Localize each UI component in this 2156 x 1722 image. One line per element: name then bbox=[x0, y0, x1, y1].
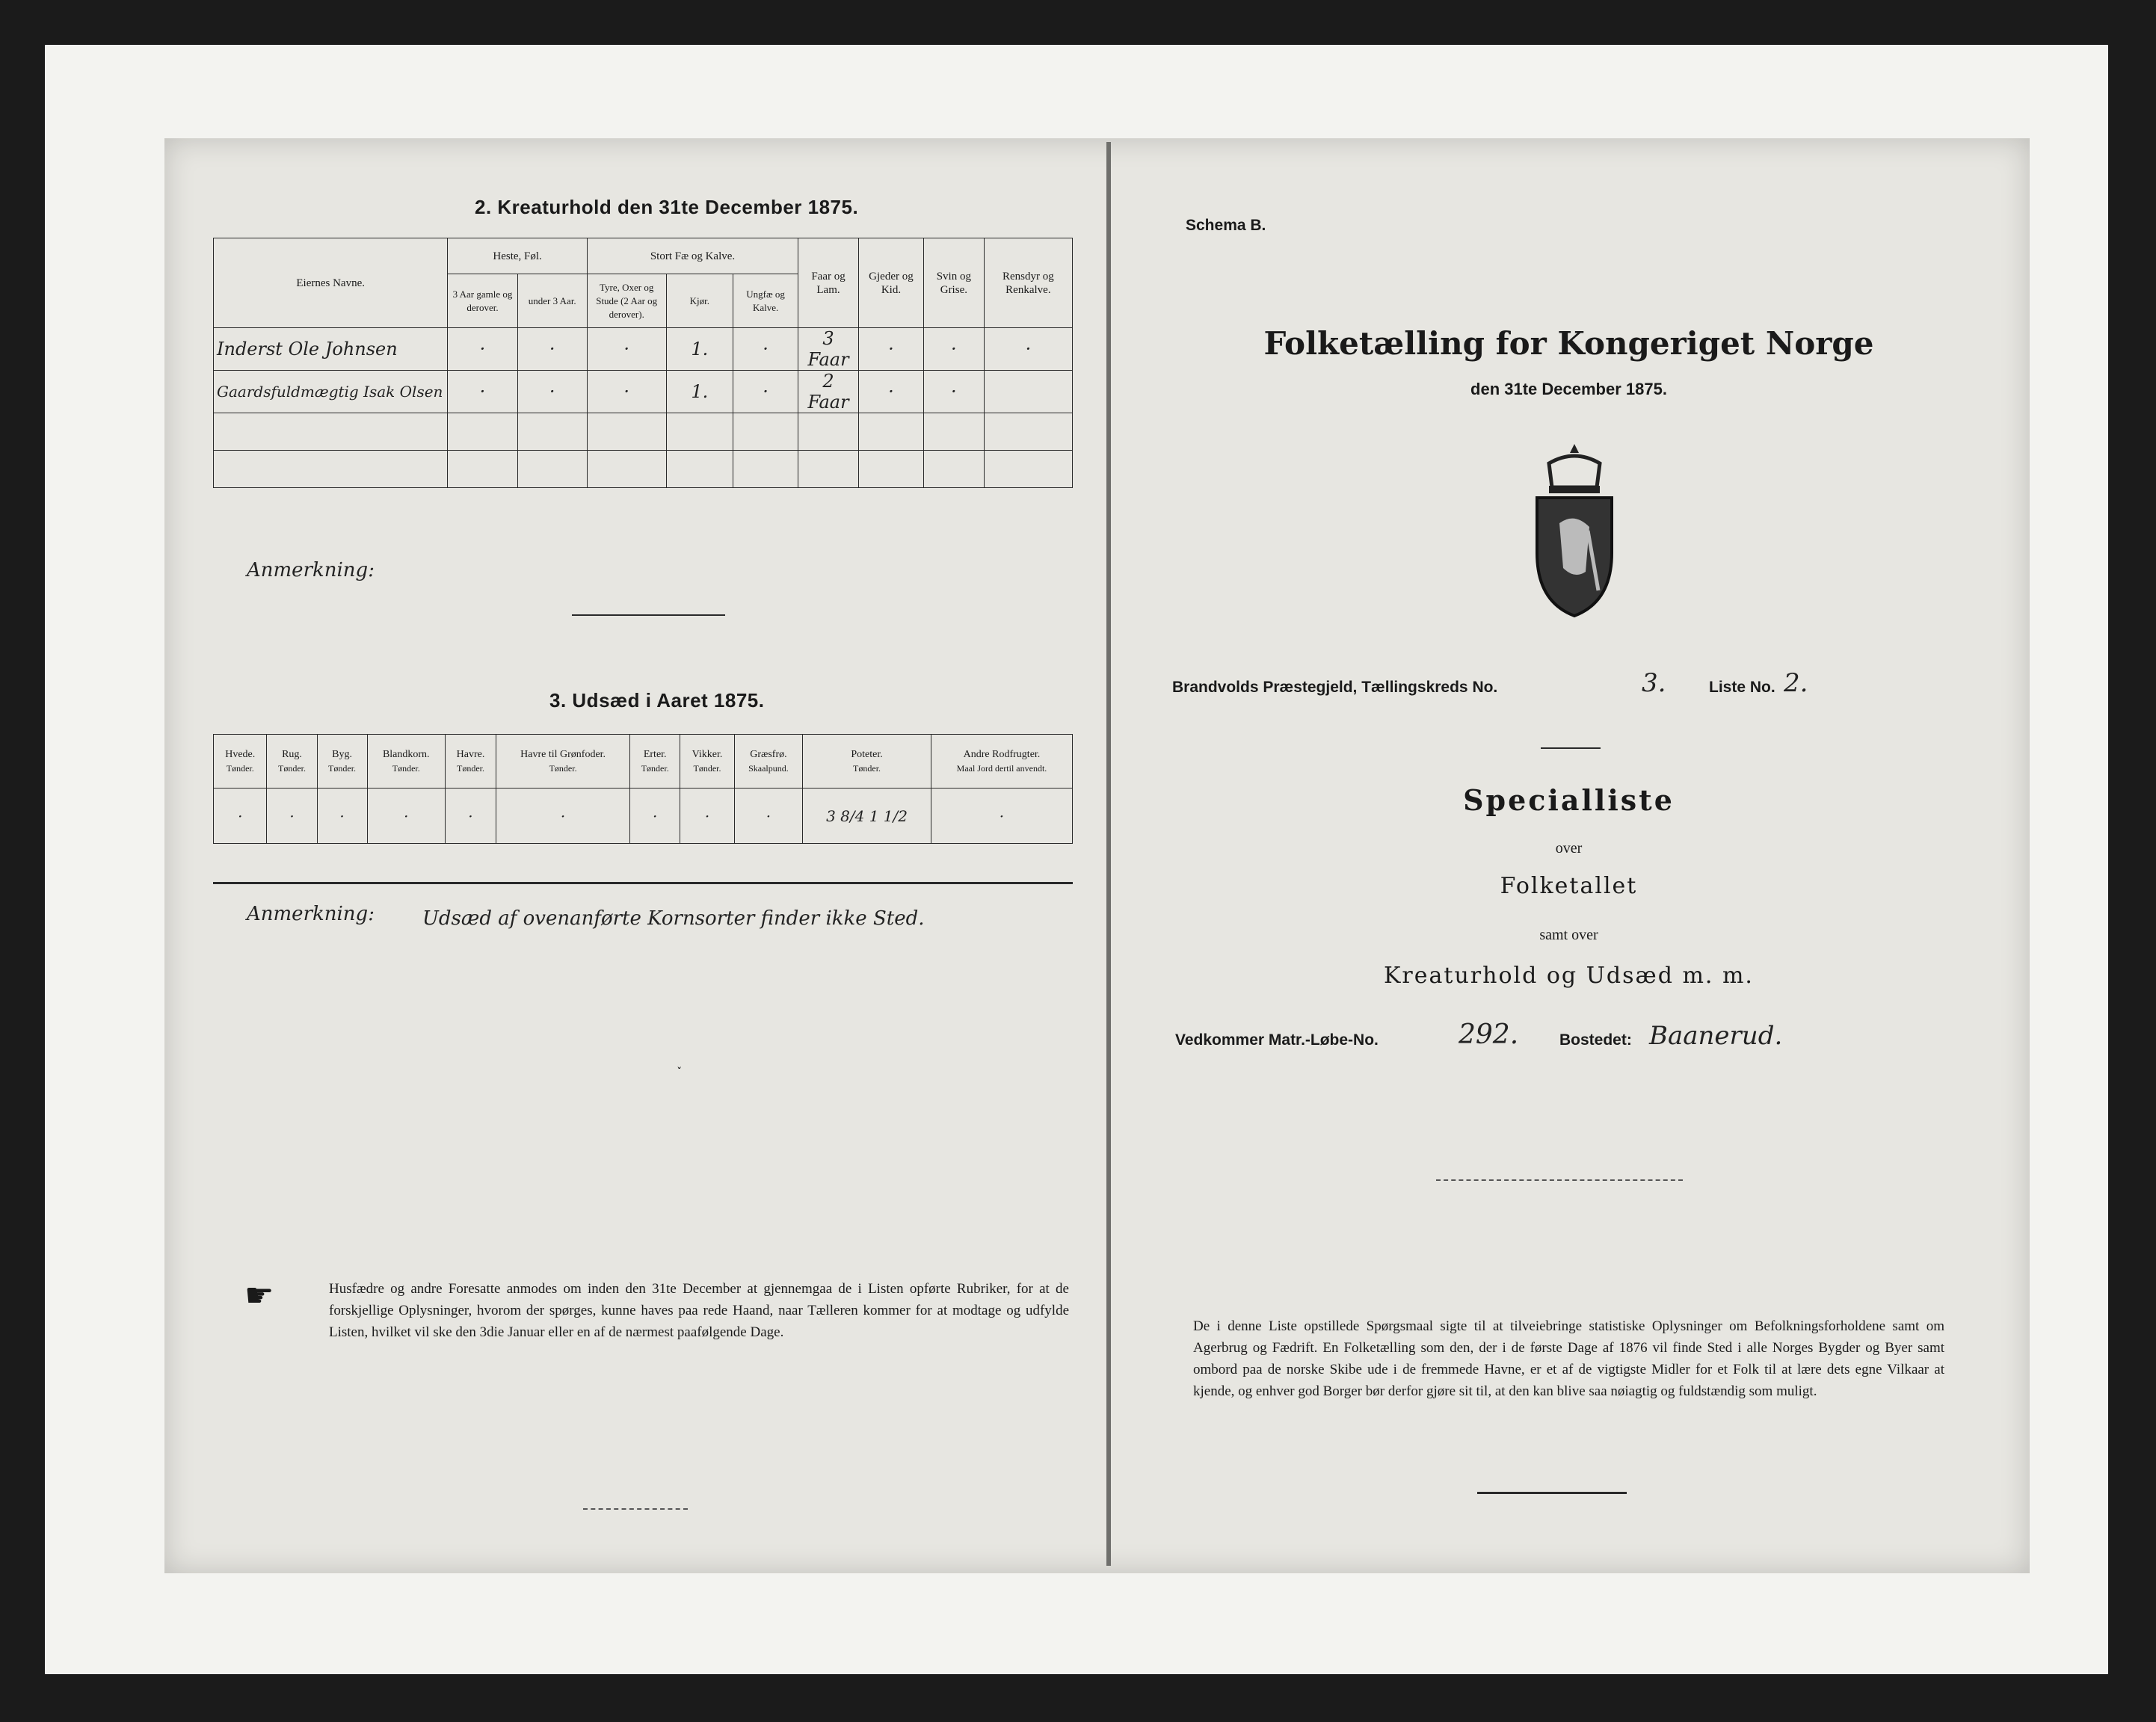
seed-col-unit: Maal Jord dertil anvendt. bbox=[956, 762, 1047, 774]
matr-number: 292. bbox=[1459, 1019, 1519, 1050]
seed-col-name: Havre til Grønfoder. bbox=[520, 748, 606, 760]
seed-col-0 bbox=[214, 735, 267, 789]
seed-col-unit: Tønder. bbox=[641, 762, 669, 774]
section2-title: 2. Kreaturhold den 31te December 1875. bbox=[475, 196, 859, 218]
col-pigs: Svin og Grise. bbox=[923, 238, 984, 328]
divider bbox=[1541, 747, 1601, 749]
col-cows: Kjør. bbox=[666, 274, 733, 328]
divider bbox=[1436, 1179, 1683, 1181]
seed-value: · bbox=[496, 789, 630, 844]
coat-of-arms-icon bbox=[1515, 441, 1634, 620]
seed-col-unit: Tønder. bbox=[278, 762, 306, 774]
seed-col-name: Vikker. bbox=[692, 748, 723, 760]
seed-value: · bbox=[445, 789, 496, 844]
footnote: Husfædre og andre Foresatte anmodes om inden den 31te December at gjennemgaa de i Listen opførte Rubriker, for at de forskjellige Oplysninger, hvorom der spørges, kunne haves paa rede Haand, naar Tælleren kommer for at modtage og udfylde Listen, hvilket vil ske den 3die Januar eller en af de nærmest paafølgende Dage. bbox=[329, 1281, 1069, 1340]
seed-col-name: Erter. bbox=[643, 748, 667, 760]
seed-col-4 bbox=[445, 735, 496, 789]
samt-over-label: samt over bbox=[1539, 927, 1598, 943]
seed-header-row bbox=[214, 735, 1073, 789]
seed-value: · bbox=[317, 789, 367, 844]
seed-col-name: Græsfrø. bbox=[750, 748, 787, 760]
col-bulls: Tyre, Oxer og Stude (2 Aar og derover). bbox=[587, 274, 666, 328]
specialliste-title: Specialliste bbox=[1463, 783, 1675, 817]
folketallet-label: Folketallet bbox=[1500, 873, 1638, 899]
table-row bbox=[214, 451, 1073, 488]
seed-col-name: Rug. bbox=[282, 748, 302, 760]
table-row: Inderst Ole Johnsen · · · 1. · 3 Faar · · · bbox=[214, 328, 1073, 371]
matr-label: Vedkommer Matr.-Løbe-No. bbox=[1175, 1031, 1379, 1049]
livestock-table bbox=[213, 238, 1073, 488]
seed-col-name: Poteter. bbox=[851, 748, 883, 760]
over-label: over bbox=[1555, 840, 1583, 857]
seed-col-unit: Tønder. bbox=[328, 762, 357, 774]
seed-value: · bbox=[630, 789, 680, 844]
seed-table bbox=[213, 734, 1073, 844]
col-horses: Heste, Føl. bbox=[448, 238, 588, 274]
table-row bbox=[214, 413, 1073, 451]
seed-col-7 bbox=[680, 735, 735, 789]
liste-label: Liste No. bbox=[1709, 679, 1775, 696]
seed-col-name: Blandkorn. bbox=[382, 748, 430, 760]
col-cattle: Stort Fæ og Kalve. bbox=[587, 238, 798, 274]
col-horses-old: 3 Aar gamle og derover. bbox=[448, 274, 517, 328]
seed-col-10 bbox=[931, 735, 1072, 789]
col-goats: Gjeder og Kid. bbox=[858, 238, 923, 328]
col-owner: Eiernes Navne. bbox=[214, 238, 448, 328]
anmerkning-2-label: Anmerkning: bbox=[247, 903, 375, 925]
right-page bbox=[1111, 149, 2027, 1562]
seed-value: · bbox=[734, 789, 802, 844]
parish-label: Brandvolds Præstegjeld, Tællingskreds No. bbox=[1172, 679, 1498, 696]
table-row bbox=[214, 789, 1073, 844]
divider bbox=[583, 1508, 688, 1510]
bosted-label: Bostedet: bbox=[1559, 1031, 1632, 1049]
liste-number: 2. bbox=[1784, 668, 1808, 698]
seed-value: · bbox=[267, 789, 317, 844]
seed-col-9 bbox=[803, 735, 931, 789]
left-page: 2. Kreaturhold den 31te December 1875. Eiernes Navne. Heste, Føl. Stort Fæ og Kalve. Faar og Lam. Gjeder og Kid. Svin og Grise. Rensdyr og Renkalve. 3 Aar gamle og derover. under 3 Aar. Tyre, Oxer og Stude (2 Aar og derover). Kjør. Ungfæ og Kalve. Inderst Ole Johnsen · · · 1. · 3 Faar · · · Gaardsfuldmægtig Isak Olsen · · · 1. · 2 Faar · · Anmerkning: 3. Udsæd i Aaret 1875. Hvede. Tønder. Rug. Tønder. Byg. Tønder. Blandkorn. Tønder. Havre. Tønder. Havre til Grønfoder. Tønder. Erter. Tønder. Vikker. Tønder. Græsfrø. Skaalpund. Poteter. Tønder. Andre Rodfrugter. Maal Jord dertil anvendt. · · · · · · · · · 3 8/4 1 1/2 · Anmerkning: Udsæd af ovenanførte Kornsorter finder ikke Sted. ˯ ☛ Husfædre og andre Foresatte anmodes om inden den 31te December at gjennemgaa de i Listen opførte Rubriker, for at de forskjellige Oplysninger, hvorom der spørges, kunne haves paa rede Haand, naar Tælleren kommer for at modtage og udfylde Listen, hvilket vil ske den 3die Januar eller en af de nærmest paafølgende Dage. bbox=[176, 149, 1103, 1562]
seed-value: 3 8/4 1 1/2 bbox=[803, 789, 931, 844]
seed-col-5 bbox=[496, 735, 630, 789]
col-horses-young: under 3 Aar. bbox=[517, 274, 587, 328]
seed-col-name: Andre Rodfrugter. bbox=[963, 748, 1041, 760]
anmerkning-1: Anmerkning: bbox=[247, 559, 375, 581]
kreds-number: 3. bbox=[1642, 668, 1666, 698]
section3-title: 3. Udsæd i Aaret 1875. bbox=[549, 689, 765, 712]
seed-value: · bbox=[367, 789, 445, 844]
col-sheep: Faar og Lam. bbox=[798, 238, 859, 328]
seed-value: · bbox=[680, 789, 735, 844]
divider bbox=[1477, 1492, 1627, 1494]
seed-col-unit: Tønder. bbox=[456, 762, 484, 774]
seed-col-name: Byg. bbox=[332, 748, 352, 760]
divider bbox=[213, 882, 1073, 884]
pointing-hand-icon: ☛ bbox=[244, 1277, 274, 1314]
seed-col-2 bbox=[317, 735, 367, 789]
seed-col-unit: Tønder. bbox=[549, 762, 577, 774]
intro-paragraph: De i denne Liste opstillede Spørgsmaal sigte til at tilveiebringe statistiske Oplysninger om Befolkningsforholdene samt om Agerbrug og Fædrift. En Folketælling som den, der i de første Dage af 1876 vil finde Sted i alle Norges Bygder og Byer samt ombord paa de norske Skibe ude i de fremmede Havne, er et af de vigtigste Midler for et Folk til at lære dets egne Vilkaar at kjende, og enhver god Borger bør derfor gjøre sit til, at den kan blive saa nøiagtig og fuldstændig som muligt. bbox=[1193, 1318, 1944, 1399]
kreaturhold-label: Kreaturhold og Udsæd m. m. bbox=[1384, 963, 1754, 989]
seed-col-name: Havre. bbox=[456, 748, 485, 760]
seed-col-unit: Tønder. bbox=[853, 762, 881, 774]
seed-col-8 bbox=[734, 735, 802, 789]
seed-col-unit: Tønder. bbox=[693, 762, 721, 774]
schema-label: Schema B. bbox=[1186, 217, 1266, 234]
seed-col-3 bbox=[367, 735, 445, 789]
seed-col-name: Hvede. bbox=[225, 748, 256, 760]
seed-col-1 bbox=[267, 735, 317, 789]
col-calves: Ungfæ og Kalve. bbox=[733, 274, 798, 328]
census-title: Folketælling for Kongeriget Norge bbox=[1263, 325, 1874, 362]
anmerkning-2-text: Udsæd af ovenanførte Kornsorter finder ikke Sted. bbox=[422, 907, 925, 930]
seed-col-unit: Tønder. bbox=[226, 762, 254, 774]
seed-value: · bbox=[214, 789, 267, 844]
seed-col-unit: Tønder. bbox=[392, 762, 420, 774]
bosted-value: Baanerud. bbox=[1649, 1021, 1783, 1051]
table-row: Gaardsfuldmægtig Isak Olsen · · · 1. · 2 Faar · · bbox=[214, 371, 1073, 413]
seed-value: · bbox=[931, 789, 1072, 844]
seed-col-6 bbox=[630, 735, 680, 789]
divider bbox=[572, 614, 725, 616]
census-date: den 31te December 1875. bbox=[1470, 380, 1667, 398]
col-reindeer: Rensdyr og Renkalve. bbox=[984, 238, 1072, 328]
seed-col-unit: Skaalpund. bbox=[748, 762, 789, 774]
